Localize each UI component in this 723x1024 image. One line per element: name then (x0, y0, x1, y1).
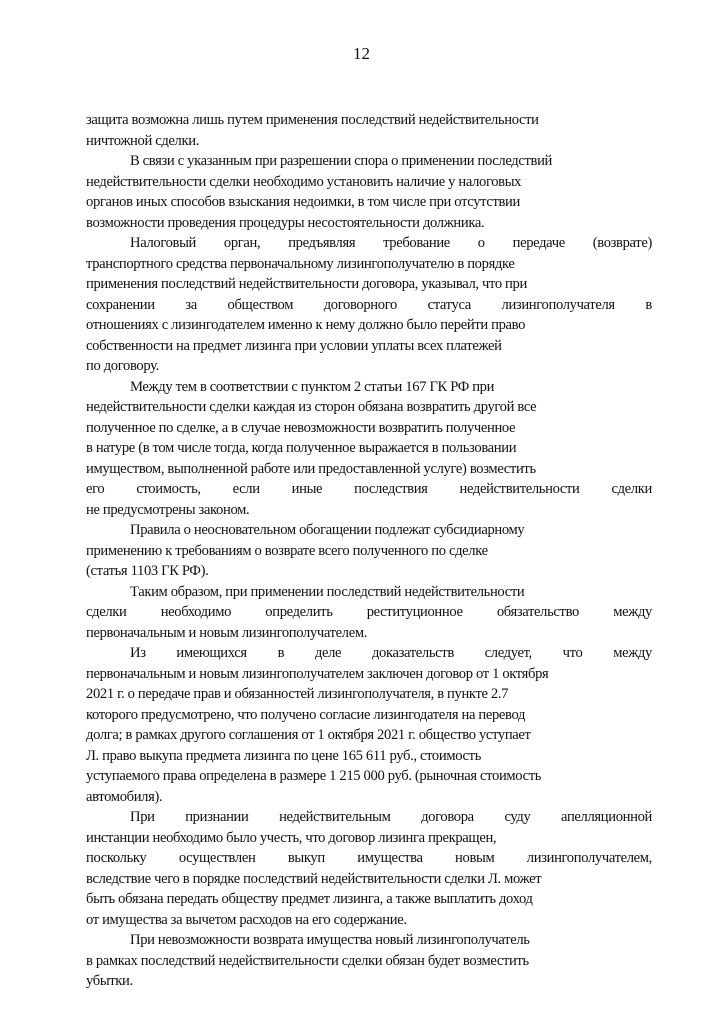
paragraph-start-line: При невозможности возврата имущества новый лизингополучатель (130, 932, 530, 948)
text-line: собственности на предмет лизинга при условии уплаты всех платежей (86, 337, 502, 354)
word: определить (265, 604, 333, 620)
text-line: вследствие чего в порядке последствий недействительности сделки Л. может (86, 870, 542, 887)
text-line: отношениях с лизингодателем именно к нему должно было перейти право (86, 317, 526, 333)
word: что (562, 645, 583, 661)
word: поскольку (86, 850, 147, 866)
word: необходимо (160, 604, 232, 620)
word: его (86, 481, 105, 497)
justified-line (86, 643, 652, 664)
word: статуса (427, 296, 471, 313)
text-line: убытки. (86, 973, 133, 989)
word: сохранении (86, 296, 155, 313)
text-line: применения последствий недействительности договора, указывал, что при (86, 276, 527, 292)
word: между (613, 645, 652, 661)
word: недействительности (459, 481, 580, 497)
text-line: возможности проведения процедуры несостоятельности должника. (86, 214, 485, 231)
word: признании (185, 809, 249, 825)
text-line: автомобиля). (86, 788, 163, 805)
text-line: в рамках последствий недействительности сделки обязан будет возместить (86, 952, 529, 969)
word: орган, (223, 235, 261, 251)
justified-line (86, 602, 652, 623)
paragraph-start-line: Таким образом, при применении последствий недействительности (130, 583, 525, 600)
word: Из (130, 645, 146, 661)
document-body (86, 110, 652, 992)
word: сделки (86, 604, 127, 620)
word: иные (291, 481, 323, 497)
paragraph-start-line: В связи с указанным при разрешении спора о применении последствий (130, 153, 552, 169)
word: за (185, 296, 197, 313)
text-line: первоначальным и новым лизингополучателем заключен договор от 1 октября (86, 665, 549, 682)
justified-line (86, 848, 652, 869)
word: между (613, 604, 652, 620)
text-line: полученное по сделке, а в случае невозможности возвратить полученное (86, 419, 516, 436)
word: обязательство (496, 604, 579, 620)
word: о (477, 235, 485, 251)
text-line: не предусмотрены законом. (86, 501, 250, 518)
word: обществом (227, 296, 294, 313)
word: деле (314, 645, 342, 661)
text-line: уступаемого права определена в размере 1 215 000 руб. (рыночная стоимость (86, 768, 542, 784)
word: предъявляя (288, 235, 356, 251)
text-line: инстанции необходимо было учесть, что договор лизинга прекращен, (86, 829, 497, 846)
word: недействительным (279, 809, 391, 825)
word: следует, (484, 645, 532, 661)
text-line: органов иных способов взыскания недоимки, в том числе при отсутствии (86, 194, 520, 210)
page-number: 12 (353, 44, 370, 63)
paragraph-start-line: Правила о неосновательном обогащении подлежат субсидиарному (130, 522, 525, 538)
text-line: 2021 г. о передаче прав и обязанностей лизингополучателя, в пункте 2.7 (86, 686, 509, 702)
text-line: защита возможна лишь путем применения последствий недействительности (86, 112, 539, 128)
text-line: недействительности сделки каждая из сторон обязана возвратить другой все (86, 399, 537, 415)
word: новым (455, 850, 495, 866)
text-line: которого предусмотрено, что получено согласие лизингодателя на перевод (86, 706, 526, 723)
text-line: по договору. (86, 358, 159, 374)
word: реституционное (366, 604, 463, 620)
word: стоимость, (136, 481, 201, 497)
text-line: Л. право выкупа предмета лизинга по цене 165 611 руб., стоимость (86, 747, 481, 764)
word: лизингополучателя (501, 296, 615, 313)
word: (возврате) (592, 235, 652, 251)
text-line: недействительности сделки необходимо установить наличие у налоговых (86, 173, 522, 190)
text-line: первоначальным и новым лизингополучателем. (86, 624, 368, 641)
justified-line (86, 295, 652, 316)
word: Налоговый (130, 235, 196, 251)
word: При (130, 809, 155, 825)
text-line: долга; в рамках другого соглашения от 1 октября 2021 г. общество уступает (86, 727, 531, 743)
word: в (645, 296, 652, 313)
text-line: (статья 1103 ГК РФ). (86, 563, 209, 579)
paragraph-start-line: Между тем в соответствии с пунктом 2 статьи 167 ГК РФ при (130, 378, 495, 395)
word: договорного (323, 296, 397, 313)
text-line: имуществом, выполненной работе или предоставленной услуге) возместить (86, 460, 536, 477)
word: доказательств (371, 645, 454, 661)
word: требование (383, 235, 450, 251)
word: если (232, 481, 260, 497)
word: суду (504, 809, 531, 825)
word: лизингополучателем, (526, 850, 652, 866)
word: в (277, 645, 285, 661)
word: имущества (357, 850, 423, 866)
text-line: применению к требованиям о возврате всего полученного по сделке (86, 542, 488, 559)
justified-line (86, 807, 652, 828)
justified-line (86, 479, 652, 500)
justified-line (86, 233, 652, 254)
word: осуществлен (178, 850, 256, 866)
word: имеющихся (176, 645, 247, 661)
word: апелляционной (561, 809, 652, 825)
text-line: быть обязана передать обществу предмет лизинга, а также выплатить доход (86, 891, 533, 907)
text-line: транспортного средства первоначальному лизингополучателю в порядке (86, 255, 515, 272)
text-line: от имущества за вычетом расходов на его содержание. (86, 911, 407, 928)
text-line: в натуре (в том числе тогда, когда полученное выражается в пользовании (86, 440, 517, 456)
word: последствия (354, 481, 428, 497)
word: передаче (512, 235, 565, 251)
text-line: ничтожной сделки. (86, 132, 199, 149)
word: выкуп (287, 850, 325, 866)
word: договора (421, 809, 474, 825)
word: сделки (611, 481, 652, 497)
